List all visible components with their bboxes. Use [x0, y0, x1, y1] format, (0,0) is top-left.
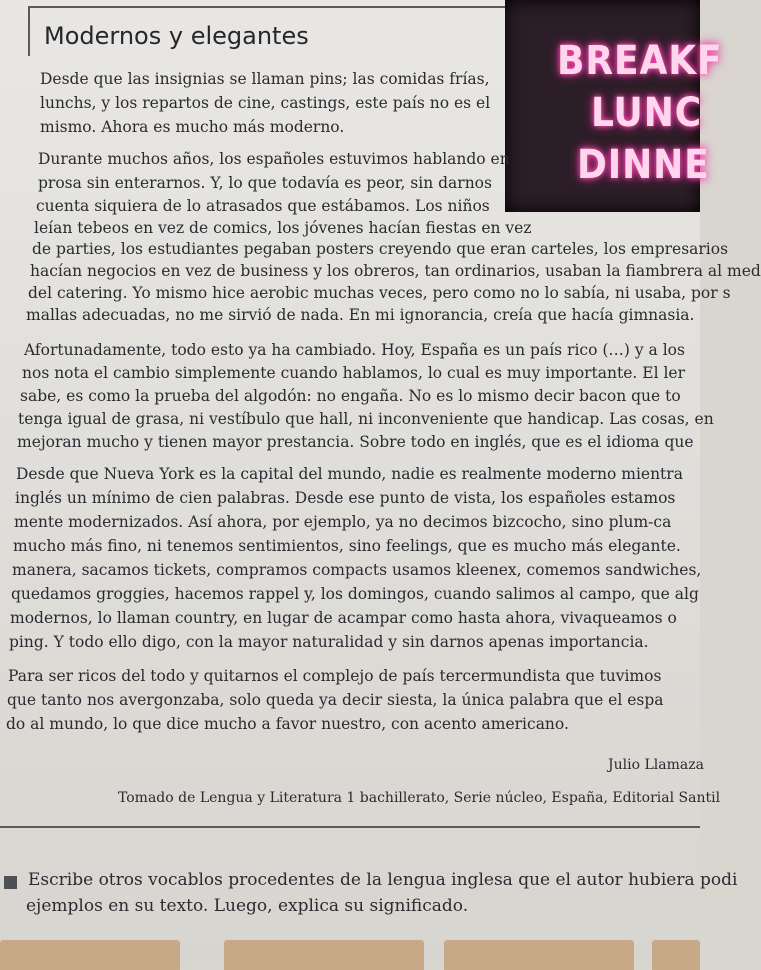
text-line: manera, sacamos tickets, compramos compacts usamos kleenex, comemos sandwiches,: [12, 561, 702, 579]
text-line: inglés un mínimo de cien palabras. Desde ese punto de vista, los españoles estamos: [15, 489, 676, 507]
text-line: Desde que Nueva York es la capital del mundo, nadie es realmente moderno mientra: [16, 465, 683, 483]
text-line: quedamos groggies, hacemos rappel y, los domingos, cuando salimos al campo, que alg: [11, 585, 699, 603]
section-divider: [0, 826, 700, 828]
text-line: mejoran mucho y tienen mayor prestancia. Sobre todo en inglés, que es el idioma que: [17, 433, 694, 451]
author-name: Julio Llamaza: [608, 757, 704, 773]
text-line: mallas adecuadas, no me sirvió de nada. En mi ignorancia, creía que hacía gimnasia.: [26, 306, 695, 324]
square-bullet-icon: [4, 876, 17, 889]
text-line: mismo. Ahora es mucho más moderno.: [40, 118, 345, 136]
text-line: hacían negocios en vez de business y los obreros, tan ordinarios, usaban la fiambrera al med: [30, 262, 761, 280]
frame-border-left: [28, 6, 30, 56]
text-line: Durante muchos años, los españoles estuvimos hablando en: [38, 150, 510, 168]
task-line: Escribe otros vocablos procedentes de la lengua inglesa que el autor hubiera podi: [28, 870, 738, 890]
text-line: mente modernizados. Así ahora, por ejemplo, ya no decimos bizcocho, sino plum-ca: [14, 513, 672, 531]
text-line: nos nota el cambio simplemente cuando hablamos, lo cual es muy importante. El ler: [22, 364, 686, 382]
source-citation: Tomado de Lengua y Literatura 1 bachillerato, Serie núcleo, España, Editorial Santil: [118, 790, 721, 806]
footer-tab-decoration: [0, 940, 180, 970]
neon-word-1: BREAKF: [557, 38, 723, 84]
text-line: Afortunadamente, todo esto ya ha cambiado. Hoy, España es un país rico (…) y a los: [24, 341, 685, 359]
text-line: mucho más fino, ni tenemos sentimientos, sino feelings, que es mucho más elegante.: [13, 537, 681, 555]
task-line: ejemplos en su texto. Luego, explica su significado.: [26, 896, 469, 916]
text-line: tenga igual de grasa, ni vestíbulo que hall, ni inconveniente que handicap. Las cosas, en: [18, 410, 714, 428]
footer-tab-decoration: [224, 940, 424, 970]
footer-tab-decoration: [444, 940, 634, 970]
text-line: modernos, lo llaman country, en lugar de acampar como hasta ahora, vivaqueamos o: [10, 609, 677, 627]
text-line: cuenta siquiera de lo atrasados que estábamos. Los niños: [36, 197, 490, 215]
neon-word-3: DINNE: [577, 142, 710, 188]
text-line: Para ser ricos del todo y quitarnos el complejo de país tercermundista que tuvimos: [8, 667, 662, 685]
text-line: lunchs, y los repartos de cine, castings, este país no es el: [40, 94, 491, 112]
text-line: ping. Y todo ello digo, con la mayor naturalidad y sin darnos apenas importancia.: [9, 633, 649, 651]
text-line: sabe, es como la prueba del algodón: no engaña. No es lo mismo decir bacon que to: [20, 387, 681, 405]
neon-word-2: LUNC: [591, 90, 703, 136]
text-line: de parties, los estudiantes pegaban posters creyendo que eran carteles, los empresarios: [32, 240, 729, 258]
neon-sign-photo: [505, 0, 723, 212]
text-line: del catering. Yo mismo hice aerobic muchas veces, pero como no lo sabía, ni usaba, por s: [28, 284, 731, 302]
text-line: prosa sin enterarnos. Y, lo que todavía es peor, sin darnos: [38, 174, 492, 192]
text-line: leían tebeos en vez de comics, los jóvenes hacían fiestas en vez: [34, 219, 532, 237]
text-line: Desde que las insignias se llaman pins; las comidas frías,: [40, 70, 490, 88]
article-title: Modernos y elegantes: [44, 22, 309, 50]
text-line: do al mundo, lo que dice mucho a favor nuestro, con acento americano.: [6, 715, 569, 733]
text-line: que tanto nos avergonzaba, solo queda ya decir siesta, la única palabra que el espa: [7, 691, 664, 709]
footer-tab-decoration: [652, 940, 700, 970]
